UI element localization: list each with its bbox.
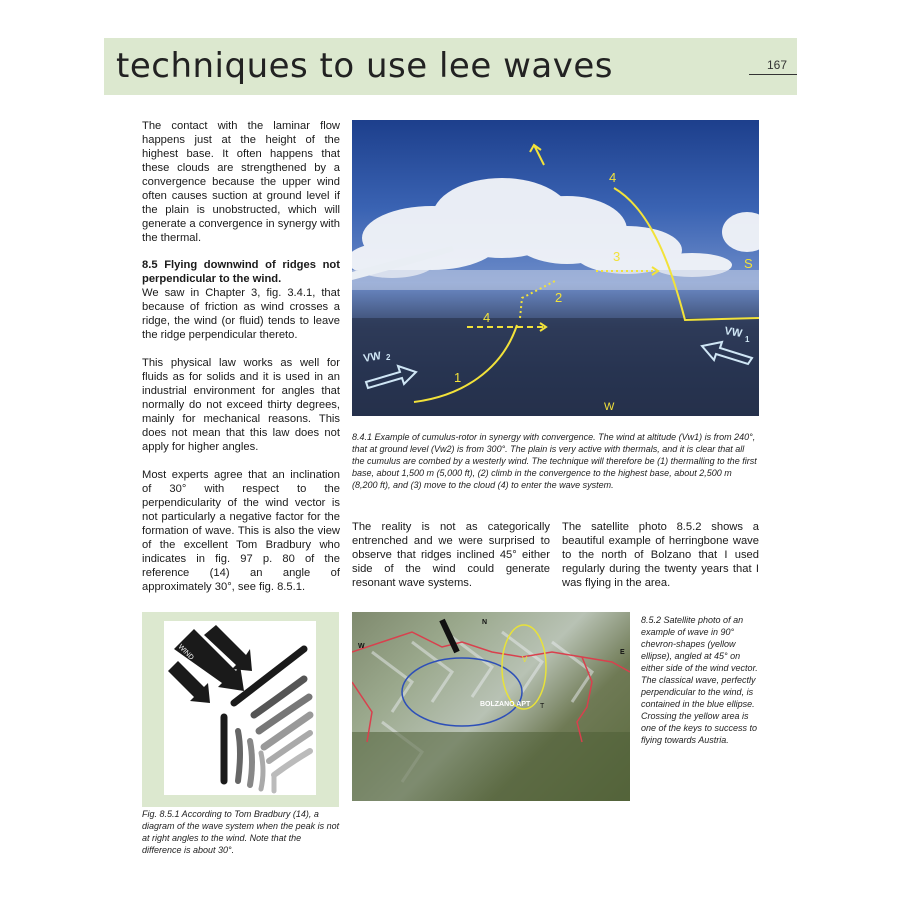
chapter-header <box>104 38 797 95</box>
right-column-text: The satellite photo 8.5.2 shows a beautiful example of herringbone wave to the north of Bolzano that I used regularly during the twenty years that I was flying in the area. <box>562 521 759 589</box>
paragraph: Most experts agree that an inclination of 30° with respect to the perpendicularity of the wind vector is not particularly a negative factor for the formation of wave. This is also the view of the excellent Tom Bradbury who indicates in fig. 97 p. 80 of the reference (14) an angle of approximately 30°, see fig. 8.5.1. <box>142 469 340 593</box>
east-label: E <box>620 649 625 656</box>
blue-ellipse <box>402 658 522 726</box>
cumulus-rotor-photo <box>352 120 759 416</box>
label-3: 3 <box>613 249 621 264</box>
north-label: N <box>482 619 488 626</box>
label-vw2: VW <box>362 350 382 365</box>
wave-diagram-box <box>142 612 339 807</box>
label-2: 2 <box>555 290 563 305</box>
caption-852: 8.5.2 Satellite photo of an example of wave in 90° chevron-shapes (yellow ellipse), angled at 45° on either side of the wind vector. The classical wave, perfectly perpendicular to the wind, is contained in the blue ellipse. Crossing the yellow area is one of the keys to success to flying towards Austria. <box>641 615 758 745</box>
page-number: 167 <box>766 58 787 72</box>
wave-diagram <box>164 621 316 795</box>
west-label: W <box>358 643 365 650</box>
wind-label: WIND <box>176 643 195 662</box>
label-4-bottom: 4 <box>483 310 491 325</box>
paragraph: This physical law works as well for fluids as for solids and it is used in an industrial environment for angles that normally do not exceed thirty degrees, mainly for mechanical reasons. This does not mean that this law does not apply for higher angles. <box>142 357 340 453</box>
photo-illustration <box>352 120 759 416</box>
t-label: T <box>540 703 545 710</box>
label-w: W <box>604 401 615 413</box>
label-1: 1 <box>454 370 462 385</box>
label-vw1-sub: 1 <box>745 335 750 344</box>
satellite-photo <box>352 612 630 801</box>
left-column-text <box>142 119 340 594</box>
bolzano-label: BOLZANO APT <box>480 701 531 708</box>
label-4-top: 4 <box>609 170 617 185</box>
v-label: V <box>522 655 528 664</box>
paragraph: We saw in Chapter 3, fig. 3.4.1, that because of friction as wind crosses a ridge, the wind (or fluid) tends to leave the ridge perpendicular thereto. <box>142 287 340 341</box>
label-vw2-sub: 2 <box>386 353 391 362</box>
page-number-rule <box>749 74 797 75</box>
label-vw1: VW <box>723 325 744 341</box>
page-title: techniques to use lee waves <box>116 46 613 86</box>
caption-841: 8.4.1 Example of cumulus-rotor in synergy with convergence. The wind at altitude (Vw1) is from 240°, that at ground level (Vw2) is from 300°. The plain is very active with thermals, and it is clear that all the cumulus are combed by a westerly wind. The technique will therefore be (1) thermalling to the first base, about 1,500 m (5,000 ft), (2) climb in the convergence to the highest base, about 2,500 m (8,200 ft), and (3) move to the cloud (4) to enter the wave system. <box>352 432 757 490</box>
middle-column-text: The reality is not as categorically entrenched and we were surprised to observe that ridges inclined 45° either side of the wind could generate resonant wave systems. <box>352 521 550 589</box>
section-heading: 8.5 Flying downwind of ridges not perpendicular to the wind. <box>142 259 340 285</box>
direction-arrow <box>530 145 544 165</box>
caption-851: Fig. 8.5.1 According to Tom Bradbury (14), a diagram of the wave system when the peak is not at right angles to the wind. Note that the difference is about 30°. <box>142 809 340 855</box>
label-s: S <box>744 256 753 271</box>
paragraph: The contact with the laminar flow happens just at the height of the highest base. It often happens that these clouds are strengthened by a convergence because the upper wind often causes suction at ground level if the plain is unobstructed, which will generate a convergence in synergy with the thermal. <box>142 120 340 244</box>
